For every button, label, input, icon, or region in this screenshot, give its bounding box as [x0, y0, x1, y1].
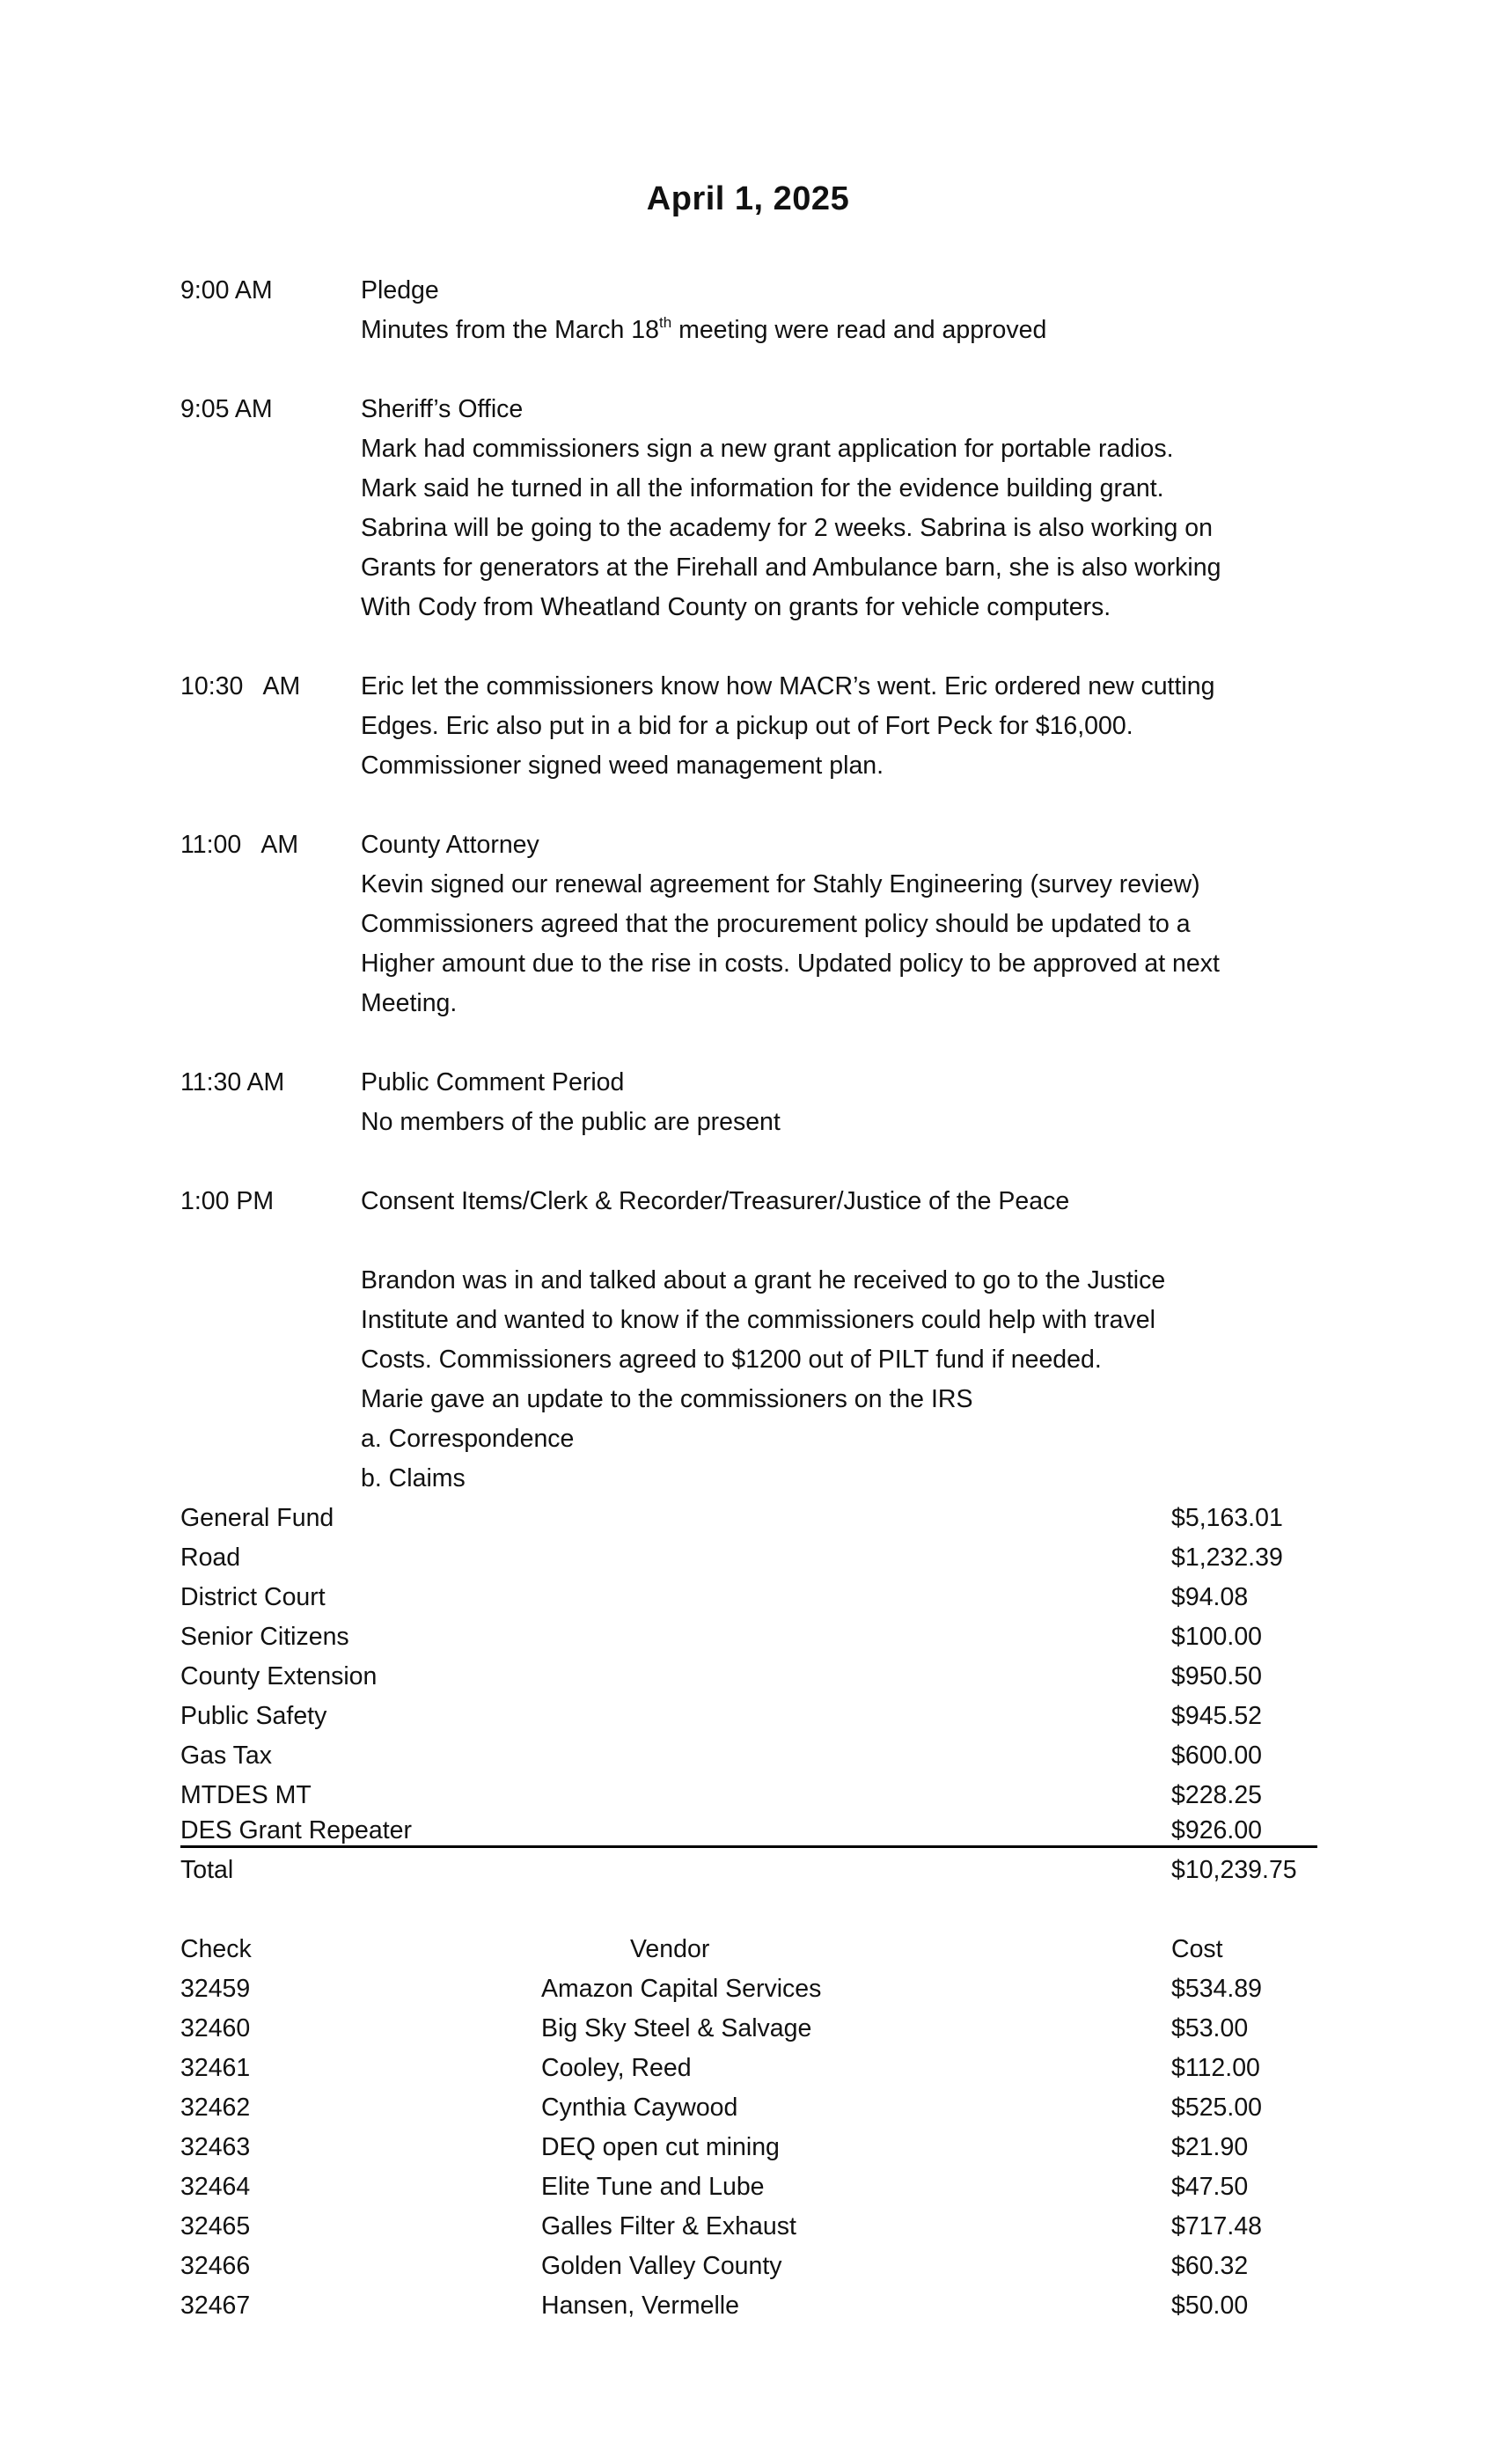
agenda-text: Brandon was in and talked about a grant he received to go to the Justice	[361, 1266, 1166, 1294]
fund-name: District Court	[180, 1583, 326, 1611]
fund-amount: $950.50	[1171, 1662, 1263, 1690]
check-vendor: Galles Filter & Exhaust	[541, 2212, 796, 2240]
check-vendor: DEQ open cut mining	[541, 2133, 780, 2161]
column-header-vendor: Vendor	[630, 1935, 710, 1963]
check-vendor: Amazon Capital Services	[541, 1975, 822, 2003]
agenda-text: No members of the public are present	[361, 1108, 781, 1136]
check-number: 32466	[180, 2252, 251, 2280]
ordinal-suffix: th	[658, 313, 672, 331]
agenda-text: Mark said he turned in all the information for the evidence building grant.	[361, 474, 1164, 502]
fund-amount: $5,163.01	[1171, 1504, 1283, 1532]
column-header-cost: Cost	[1171, 1935, 1223, 1963]
fund-name: DES Grant Repeater	[180, 1816, 412, 1844]
check-vendor: Big Sky Steel & Salvage	[541, 2014, 812, 2042]
fund-name: MTDES MT	[180, 1781, 312, 1809]
check-number: 32467	[180, 2292, 251, 2320]
check-cost: $47.50	[1171, 2173, 1249, 2201]
check-cost: $21.90	[1171, 2133, 1249, 2161]
agenda-time: 9:05 AM	[180, 395, 273, 423]
agenda-text: Sabrina will be going to the academy for 2 weeks. Sabrina is also working on	[361, 514, 1213, 542]
agenda-text: Institute and wanted to know if the commissioners could help with travel	[361, 1306, 1155, 1334]
agenda-heading: Public Comment Period	[361, 1068, 625, 1096]
check-cost: $717.48	[1171, 2212, 1263, 2240]
agenda-time: 1:00 PM	[180, 1187, 275, 1215]
check-cost: $525.00	[1171, 2094, 1263, 2122]
agenda-text: Edges. Eric also put in a bid for a pickup out of Fort Peck for $16,000.	[361, 712, 1133, 740]
total-label: Total	[180, 1856, 234, 1884]
agenda-text-part: Minutes from the March 18	[361, 316, 659, 344]
check-cost: $50.00	[1171, 2292, 1249, 2320]
fund-name: Gas Tax	[180, 1742, 273, 1770]
agenda-text: Commissioners agreed that the procurement policy should be updated to a	[361, 910, 1191, 938]
fund-name: County Extension	[180, 1662, 378, 1690]
agenda-text: Marie gave an update to the commissioners on the IRS	[361, 1385, 973, 1413]
check-vendor: Elite Tune and Lube	[541, 2173, 765, 2201]
check-vendor: Hansen, Vermelle	[541, 2292, 739, 2320]
agenda-time: 11:00 AM	[180, 831, 299, 859]
check-number: 32460	[180, 2014, 251, 2042]
fund-name: Road	[180, 1544, 241, 1572]
check-vendor: Cynthia Caywood	[541, 2094, 738, 2122]
check-cost: $112.00	[1171, 2054, 1260, 2082]
fund-name: Senior Citizens	[180, 1623, 349, 1651]
check-cost: $534.89	[1171, 1975, 1263, 2003]
agenda-text: a. Correspondence	[361, 1425, 575, 1453]
agenda-heading: Pledge	[361, 276, 439, 304]
agenda-time: 11:30 AM	[180, 1068, 285, 1096]
fund-amount: $228.25	[1171, 1781, 1263, 1809]
check-vendor: Golden Valley County	[541, 2252, 782, 2280]
agenda-time: 9:00 AM	[180, 276, 273, 304]
agenda-text: Meeting.	[361, 989, 458, 1017]
check-number: 32461	[180, 2054, 251, 2082]
check-cost: $53.00	[1171, 2014, 1249, 2042]
fund-amount: $926.00	[1171, 1816, 1263, 1844]
agenda-text: With Cody from Wheatland County on grants for vehicle computers.	[361, 593, 1111, 621]
agenda-time: 10:30 AM	[180, 672, 301, 700]
agenda-text: Grants for generators at the Firehall and Ambulance barn, she is also working	[361, 554, 1221, 582]
fund-amount: $945.52	[1171, 1702, 1263, 1730]
check-number: 32459	[180, 1975, 251, 2003]
agenda-heading: Consent Items/Clerk & Recorder/Treasurer/Justice of the Peace	[361, 1187, 1070, 1215]
check-number: 32464	[180, 2173, 251, 2201]
agenda-text: Higher amount due to the rise in costs. Updated policy to be approved at next	[361, 950, 1220, 978]
check-cost: $60.32	[1171, 2252, 1249, 2280]
check-vendor: Cooley, Reed	[541, 2054, 692, 2082]
agenda-text: b. Claims	[361, 1464, 466, 1492]
agenda-text: Kevin signed our renewal agreement for Stahly Engineering (survey review)	[361, 870, 1200, 898]
check-number: 32463	[180, 2133, 251, 2161]
fund-amount: $600.00	[1171, 1742, 1263, 1770]
check-number: 32465	[180, 2212, 251, 2240]
page-title: April 1, 2025	[646, 180, 850, 217]
fund-amount: $100.00	[1171, 1623, 1263, 1651]
fund-amount: $1,232.39	[1171, 1544, 1283, 1572]
column-header-check: Check	[180, 1935, 252, 1963]
fund-name: Public Safety	[180, 1702, 327, 1730]
agenda-heading: County Attorney	[361, 831, 539, 859]
agenda-text: Commissioner signed weed management plan.	[361, 752, 884, 780]
total-amount: $10,239.75	[1171, 1856, 1297, 1884]
agenda-text: Eric let the commissioners know how MACR’s went. Eric ordered new cutting	[361, 672, 1215, 700]
fund-name: General Fund	[180, 1504, 334, 1532]
agenda-text	[361, 311, 1046, 350]
total-divider	[180, 1845, 1317, 1848]
agenda-text: Mark had commissioners sign a new grant application for portable radios.	[361, 435, 1174, 463]
agenda-text: Costs. Commissioners agreed to $1200 out of PILT fund if needed.	[361, 1346, 1102, 1374]
agenda-heading: Sheriff’s Office	[361, 395, 524, 423]
agenda-text-part: meeting were read and approved	[671, 316, 1047, 344]
check-number: 32462	[180, 2094, 251, 2122]
fund-amount: $94.08	[1171, 1583, 1249, 1611]
